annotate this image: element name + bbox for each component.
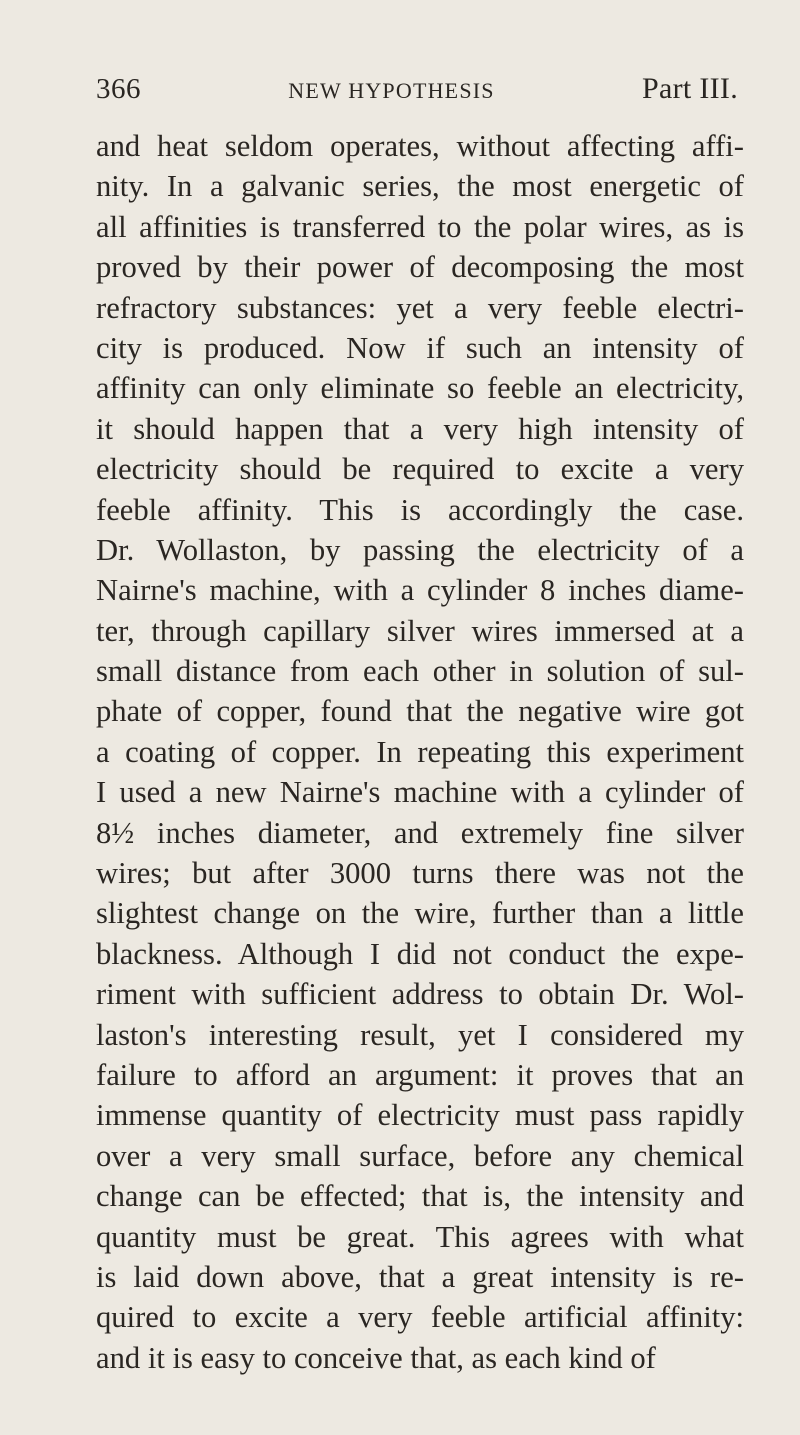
text-line: nity. In a galvanic series, the most energetic of	[96, 169, 744, 204]
text-line: change can be effected; that is, the intensity and	[96, 1179, 744, 1214]
text-line: small distance from each other in solution of sul-	[96, 654, 744, 689]
text-line: 8½ inches diameter, and extremely fine silver	[96, 815, 744, 850]
text-line: failure to afford an argument: it proves that an	[96, 1057, 744, 1092]
text-line: proved by their power of decomposing the most	[96, 250, 744, 285]
text-line: a coating of copper. In repeating this experiment	[96, 734, 744, 769]
body-text	[96, 126, 744, 1378]
part-label: Part III.	[642, 72, 738, 105]
text-line: ter, through capillary silver wires immersed at a	[96, 613, 744, 648]
text-line: refractory substances: yet a very feeble electri-	[96, 290, 744, 325]
text-line: slightest change on the wire, further than a little	[96, 896, 744, 931]
page-number: 366	[96, 73, 141, 105]
text-line: it should happen that a very high intensity of	[96, 411, 744, 446]
text-line: is laid down above, that a great intensity is re-	[96, 1259, 744, 1294]
text-line: Dr. Wollaston, by passing the electricity of a	[96, 532, 744, 567]
text-line: blackness. Although I did not conduct the expe-	[96, 936, 744, 971]
text-line: quantity must be great. This agrees with what	[96, 1219, 744, 1254]
text-line: and it is easy to conceive that, as each kind of	[96, 1340, 656, 1375]
text-line: wires; but after 3000 turns there was not the	[96, 856, 744, 891]
text-line: Nairne's machine, with a cylinder 8 inches diame-	[96, 573, 744, 608]
text-line: laston's interesting result, yet I considered my	[96, 1017, 744, 1052]
text-line: all affinities is transferred to the polar wires, as is	[96, 209, 744, 244]
text-line: I used a new Nairne's machine with a cylinder of	[96, 775, 744, 810]
text-line: quired to excite a very feeble artificial affinity:	[96, 1300, 744, 1335]
text-line: and heat seldom operates, without affecting affi-	[96, 129, 744, 163]
text-line: riment with sufficient address to obtain Dr. Wol-	[96, 977, 744, 1012]
text-line: city is produced. Now if such an intensity of	[96, 330, 744, 365]
text-line: electricity should be required to excite a very	[96, 452, 744, 487]
running-head	[96, 72, 738, 112]
text-line: immense quantity of electricity must pass rapidly	[96, 1098, 744, 1133]
text-line: over a very small surface, before any chemical	[96, 1138, 744, 1173]
text-line: affinity can only eliminate so feeble an electricity,	[96, 371, 744, 406]
text-line: phate of copper, found that the negative wire got	[96, 694, 744, 729]
text-line: feeble affinity. This is accordingly the case.	[96, 492, 744, 527]
section-title: NEW HYPOTHESIS	[288, 78, 495, 103]
